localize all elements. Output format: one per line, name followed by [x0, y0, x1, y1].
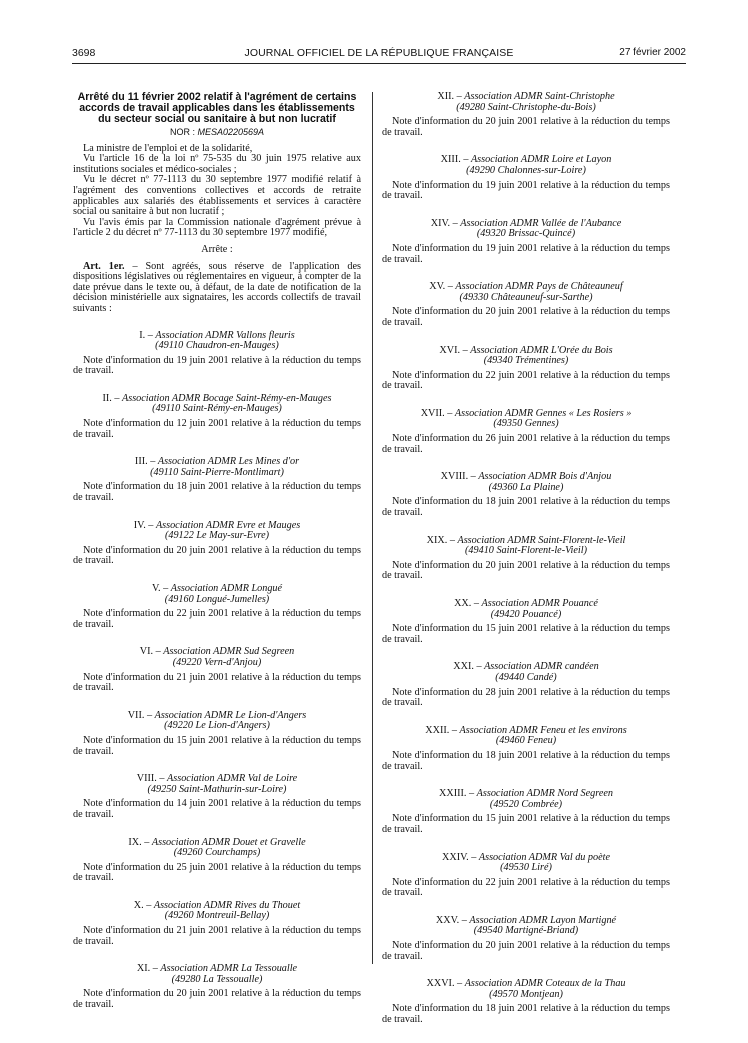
list-item — [382, 853, 670, 899]
entry-place: (49330 Châteauneuf-sur-Sarthe) — [459, 291, 593, 303]
issue-date: 27 février 2002 — [619, 47, 686, 58]
entry-number: X. — [133, 899, 144, 911]
entry-note: Note d'information du 21 juin 2001 relative à la réduction du temps de travail. — [73, 671, 361, 694]
entry-place: (49280 Saint-Christophe-du-Bois) — [456, 101, 596, 113]
entry-number: IX. — [128, 836, 142, 848]
list-item — [73, 901, 361, 947]
list-item — [73, 521, 361, 567]
entry-note: Note d'information du 20 juin 2001 relative à la réduction du temps de travail. — [73, 544, 361, 567]
entry-place: (49360 La Plaine) — [488, 481, 564, 493]
entry-heading: VII. – Association ADMR Le Lion-d'Angers — [127, 709, 307, 721]
preamble-line: Vu le décret nº 77-1113 du 30 septembre 1977 modifié relatif à l'agrément des conventions collectives et accords de retraite applicables aux salariés des établissements et services à caractère social ou sanitaire à but non lucratif ; — [73, 174, 361, 218]
entry-note: Note d'information du 18 juin 2001 relative à la réduction du temps de travail. — [382, 749, 670, 772]
entry-place: (49260 Courchamps) — [173, 847, 261, 859]
entry-name: Association ADMR Val du poète — [478, 851, 610, 863]
entry-number: XIX. — [426, 534, 448, 546]
entry-note: Note d'information du 18 juin 2001 relative à la réduction du temps de travail. — [73, 481, 361, 504]
list-item — [73, 647, 361, 693]
list-item — [73, 331, 361, 377]
entry-name: Association ADMR Gennes « Les Rosiers » — [454, 407, 632, 419]
entry-number: XIII. — [440, 154, 461, 166]
entry-heading: XIV. – Association ADMR Vallée de l'Aubance — [430, 217, 622, 229]
journal-title: JOURNAL OFFICIEL DE LA RÉPUBLIQUE FRANÇAISE — [244, 47, 514, 59]
list-item — [382, 662, 670, 708]
entry-heading: XIII. – Association ADMR Loire et Layon — [440, 154, 612, 166]
entry-name: Association ADMR Bois d'Anjou — [478, 471, 612, 483]
entry-note: Note d'information du 19 juin 2001 relative à la réduction du temps de travail. — [73, 354, 361, 377]
entry-number: XVIII. — [440, 471, 469, 483]
entry-heading: XXII. – Association ADMR Feneu et les environs — [425, 724, 627, 736]
entry-note: Note d'information du 22 juin 2001 relative à la réduction du temps de travail. — [382, 369, 670, 392]
entry-place: (49110 Chaudron-en-Mauges) — [155, 340, 279, 352]
entry-place: (49160 Longué-Jumelles) — [164, 593, 270, 605]
list-item — [73, 774, 361, 820]
entry-place: (49520 Combrée) — [489, 798, 563, 810]
entry-note: Note d'information du 15 juin 2001 relative à la réduction du temps de travail. — [73, 734, 361, 757]
entry-place: (49220 Le Lion-d'Angers) — [164, 720, 270, 732]
entry-place: (49530 Liré) — [500, 862, 552, 874]
entry-number: XXV. — [435, 914, 460, 926]
entry-note: Note d'information du 22 juin 2001 relative à la réduction du temps de travail. — [73, 608, 361, 630]
entry-heading: IX. – Association ADMR Douet et Gravelle — [128, 836, 306, 848]
entry-name: Association ADMR Pouancé — [481, 598, 598, 609]
list-item — [73, 838, 361, 884]
page-header — [72, 47, 686, 61]
entry-number: VII. — [127, 709, 145, 721]
entry-number: IV. — [133, 519, 146, 531]
entry-number: XXIII. — [439, 788, 467, 800]
entry-place: (49260 Montreuil-Bellay) — [164, 910, 270, 922]
entry-note: Note d'information du 18 juin 2001 relative à la réduction du temps de travail. — [382, 1003, 670, 1026]
entry-heading: VI. – Association ADMR Sud Segreen — [139, 646, 295, 658]
entry-name: Association ADMR La Tessoualle — [160, 963, 298, 975]
nor-reference — [73, 127, 361, 138]
preamble-line: Vu l'avis émis par la Commission nationale d'agrément prévue à l'article 2 du décret nº 77-1113 du 30 septembre 1977 modifié, — [73, 216, 361, 239]
entry-name: Association ADMR Coteaux de la Thau — [464, 978, 626, 990]
list-item — [382, 155, 670, 201]
entry-note: Note d'information du 12 juin 2001 relative à la réduction du temps de travail. — [73, 418, 361, 440]
list-item — [73, 711, 361, 757]
entry-number: XI. — [136, 963, 151, 975]
entry-note: Note d'information du 20 juin 2001 relative à la réduction du temps de travail. — [382, 940, 670, 962]
entry-note: Note d'information du 19 juin 2001 relative à la réduction du temps de travail. — [382, 242, 670, 265]
entry-heading: XXIII. – Association ADMR Nord Segreen — [439, 788, 613, 800]
list-item — [382, 536, 670, 582]
entry-number: VIII. — [136, 773, 157, 785]
entry-place: (49250 Saint-Mathurin-sur-Loire) — [147, 783, 287, 795]
list-item — [382, 789, 670, 835]
list-item — [73, 964, 361, 1010]
entry-heading: XXI. – Association ADMR candéen — [453, 661, 599, 673]
entry-heading: XI. – Association ADMR La Tessoualle — [136, 963, 298, 975]
entry-name: Association ADMR Saint-Christophe — [464, 91, 615, 102]
preamble-line: La ministre de l'emploi et de la solidarité, — [83, 142, 253, 154]
entry-heading: X. – Association ADMR Rives du Thouet — [133, 899, 301, 911]
entry-place: (49350 Gennes) — [493, 418, 559, 430]
right-column — [382, 92, 670, 1043]
entry-number: II. — [102, 392, 112, 404]
entry-name: Association ADMR Feneu et les environs — [459, 724, 627, 736]
list-item — [73, 457, 361, 503]
entry-heading: III. – Association ADMR Les Mines d'or — [134, 456, 300, 468]
entry-name: Association ADMR Vallée de l'Aubance — [460, 217, 622, 229]
list-item — [382, 726, 670, 772]
entry-number: XVI. — [439, 344, 461, 356]
entries-left — [73, 331, 361, 1011]
list-item — [382, 979, 670, 1025]
entry-name: Association ADMR Douet et Gravelle — [151, 836, 306, 848]
entry-name: Association ADMR Vallons fleuris — [155, 329, 295, 341]
entry-place: (49410 Saint-Florent-le-Vieil) — [465, 545, 587, 557]
entry-name: Association ADMR Saint-Florent-le-Vieil — [457, 534, 626, 546]
entry-number: XXIV. — [442, 851, 469, 863]
entry-place: (49420 Pouancé) — [490, 608, 562, 620]
entry-place: (49110 Saint-Pierre-Montlimart) — [150, 466, 284, 478]
entry-place: (49320 Brissac-Quincé) — [476, 228, 576, 240]
column-divider — [372, 92, 373, 964]
entry-note: Note d'information du 18 juin 2001 relative à la réduction du temps de travail. — [382, 496, 670, 519]
entry-place: (49110 Saint-Rémy-en-Mauges) — [152, 403, 282, 415]
entry-note: Note d'information du 25 juin 2001 relative à la réduction du temps de travail. — [73, 861, 361, 884]
entry-number: XV. — [429, 281, 446, 293]
entry-note: Note d'information du 20 juin 2001 relative à la réduction du temps de travail. — [382, 116, 670, 138]
left-column — [73, 92, 361, 1028]
list-item — [73, 394, 361, 440]
list-item — [382, 346, 670, 392]
entry-place: (49540 Martigné-Briand) — [473, 925, 579, 937]
entry-note: Note d'information du 22 juin 2001 relative à la réduction du temps de travail. — [382, 876, 670, 899]
entry-number: XXI. — [453, 661, 474, 673]
entry-name: Association ADMR Layon Martigné — [469, 914, 617, 926]
article-text: – Sont agréés, sous réserve de l'application des dispositions législatives ou réglementaires en vigueur, à compter de la date prévue dans le texte ou, à défaut, de la date de notification de la décision ministérielle aux signataires, les accords collectifs de travail suivants : — [73, 260, 361, 314]
entry-number: XXVI. — [426, 978, 455, 990]
entry-name: Association ADMR Evre et Mauges — [155, 519, 301, 531]
entry-name: Association ADMR candéen — [484, 661, 599, 673]
entry-name: Association ADMR Pays de Châteauneuf — [455, 281, 623, 293]
entry-heading: XXIV. – Association ADMR Val du poète — [442, 851, 610, 863]
entry-note: Note d'information du 20 juin 2001 relative à la réduction du temps de travail. — [382, 559, 670, 582]
nor-code: MESA0220569A — [197, 127, 265, 137]
entry-note: Note d'information du 15 juin 2001 relative à la réduction du temps de travail. — [382, 813, 670, 835]
arrete-heading: Arrête : — [201, 243, 233, 255]
entry-name: Association ADMR Bocage Saint-Rémy-en-Mauges — [122, 392, 332, 404]
entry-name: Association ADMR Loire et Layon — [470, 154, 612, 166]
decree-title: Arrêté du 11 février 2002 relatif à l'agrément de certains accords de travail applicables dans les établissements du secteur social ou sanitaire à but non lucratif — [77, 91, 357, 125]
entry-place: (49290 Chalonnes-sur-Loire) — [466, 164, 586, 176]
entry-heading: XVII. – Association ADMR Gennes « Les Rosiers » — [420, 407, 632, 419]
nor-label: NOR : — [169, 127, 195, 137]
entry-heading: XII. – Association ADMR Saint-Christophe — [437, 91, 615, 102]
entry-place: (49220 Vern-d'Anjou) — [172, 656, 262, 668]
list-item — [382, 92, 670, 138]
entry-heading: I. – Association ADMR Vallons fleuris — [139, 329, 295, 341]
entry-place: (49340 Trémentines) — [483, 355, 569, 367]
list-item — [382, 409, 670, 455]
entry-name: Association ADMR Nord Segreen — [476, 788, 613, 800]
entry-name: Association ADMR L'Orée du Bois — [470, 344, 613, 356]
entry-note: Note d'information du 15 juin 2001 relative à la réduction du temps de travail. — [382, 623, 670, 645]
entry-heading: V. – Association ADMR Longué — [151, 583, 283, 594]
entry-place: (49122 Le May-sur-Evre) — [164, 530, 270, 542]
list-item — [382, 599, 670, 645]
list-item — [73, 584, 361, 630]
entry-number: V. — [151, 583, 161, 594]
entry-note: Note d'information du 26 juin 2001 relative à la réduction du temps de travail. — [382, 433, 670, 455]
entry-number: III. — [134, 456, 148, 468]
entry-name: Association ADMR Sud Segreen — [163, 646, 295, 658]
entry-number: XIV. — [430, 217, 451, 229]
entry-place: (49460 Feneu) — [495, 735, 557, 747]
article-1 — [73, 262, 361, 315]
list-item — [382, 916, 670, 962]
entry-name: Association ADMR Le Lion-d'Angers — [154, 709, 307, 721]
entry-number: XX. — [454, 598, 472, 609]
entry-heading: IV. – Association ADMR Evre et Mauges — [133, 519, 301, 531]
list-item — [382, 219, 670, 265]
entry-note: Note d'information du 21 juin 2001 relative à la réduction du temps de travail. — [73, 925, 361, 947]
entry-place: (49280 La Tessoualle) — [171, 973, 263, 985]
entry-name: Association ADMR Longué — [170, 583, 283, 594]
article-label: Art. 1er. — [83, 260, 125, 272]
entry-name: Association ADMR Val de Loire — [167, 773, 298, 785]
entry-name: Association ADMR Les Mines d'or — [157, 456, 300, 468]
entry-note: Note d'information du 28 juin 2001 relative à la réduction du temps de travail. — [382, 686, 670, 709]
entry-place: (49570 Montjean) — [489, 988, 563, 1000]
entry-heading: XVIII. – Association ADMR Bois d'Anjou — [440, 471, 612, 483]
entry-heading: XVI. – Association ADMR L'Orée du Bois — [439, 344, 613, 356]
entry-place: (49440 Candé) — [495, 671, 557, 683]
entry-heading: XXVI. – Association ADMR Coteaux de la Thau — [426, 978, 626, 990]
entry-heading: XV. – Association ADMR Pays de Châteauneuf — [429, 281, 623, 293]
entry-name: Association ADMR Rives du Thouet — [153, 899, 301, 911]
header-rule — [72, 63, 686, 64]
list-item — [382, 472, 670, 518]
entry-note: Note d'information du 14 juin 2001 relative à la réduction du temps de travail. — [73, 798, 361, 820]
entry-heading: XIX. – Association ADMR Saint-Florent-le-Vieil — [426, 534, 626, 546]
preamble-line: Vu l'article 16 de la loi nº 75-535 du 30 juin 1975 relative aux institutions sociales et médico-sociales ; — [73, 153, 361, 175]
entry-number: I. — [139, 329, 146, 341]
entry-number: VI. — [139, 646, 154, 658]
entry-note: Note d'information du 20 juin 2001 relative à la réduction du temps de travail. — [382, 306, 670, 328]
entry-note: Note d'information du 20 juin 2001 relative à la réduction du temps de travail. — [73, 988, 361, 1011]
entry-heading: XX. – Association ADMR Pouancé — [454, 598, 598, 609]
entry-heading: XXV. – Association ADMR Layon Martigné — [435, 914, 617, 926]
entry-number: XVII. — [420, 407, 445, 419]
page-number: 3698 — [72, 47, 96, 59]
list-item — [382, 282, 670, 328]
entry-number: XXII. — [425, 724, 450, 736]
entry-number: XII. — [437, 91, 455, 102]
entry-note: Note d'information du 19 juin 2001 relative à la réduction du temps de travail. — [382, 179, 670, 202]
entry-heading: II. – Association ADMR Bocage Saint-Rémy-en-Mauges — [102, 392, 332, 404]
entry-heading: VIII. – Association ADMR Val de Loire — [136, 773, 298, 785]
